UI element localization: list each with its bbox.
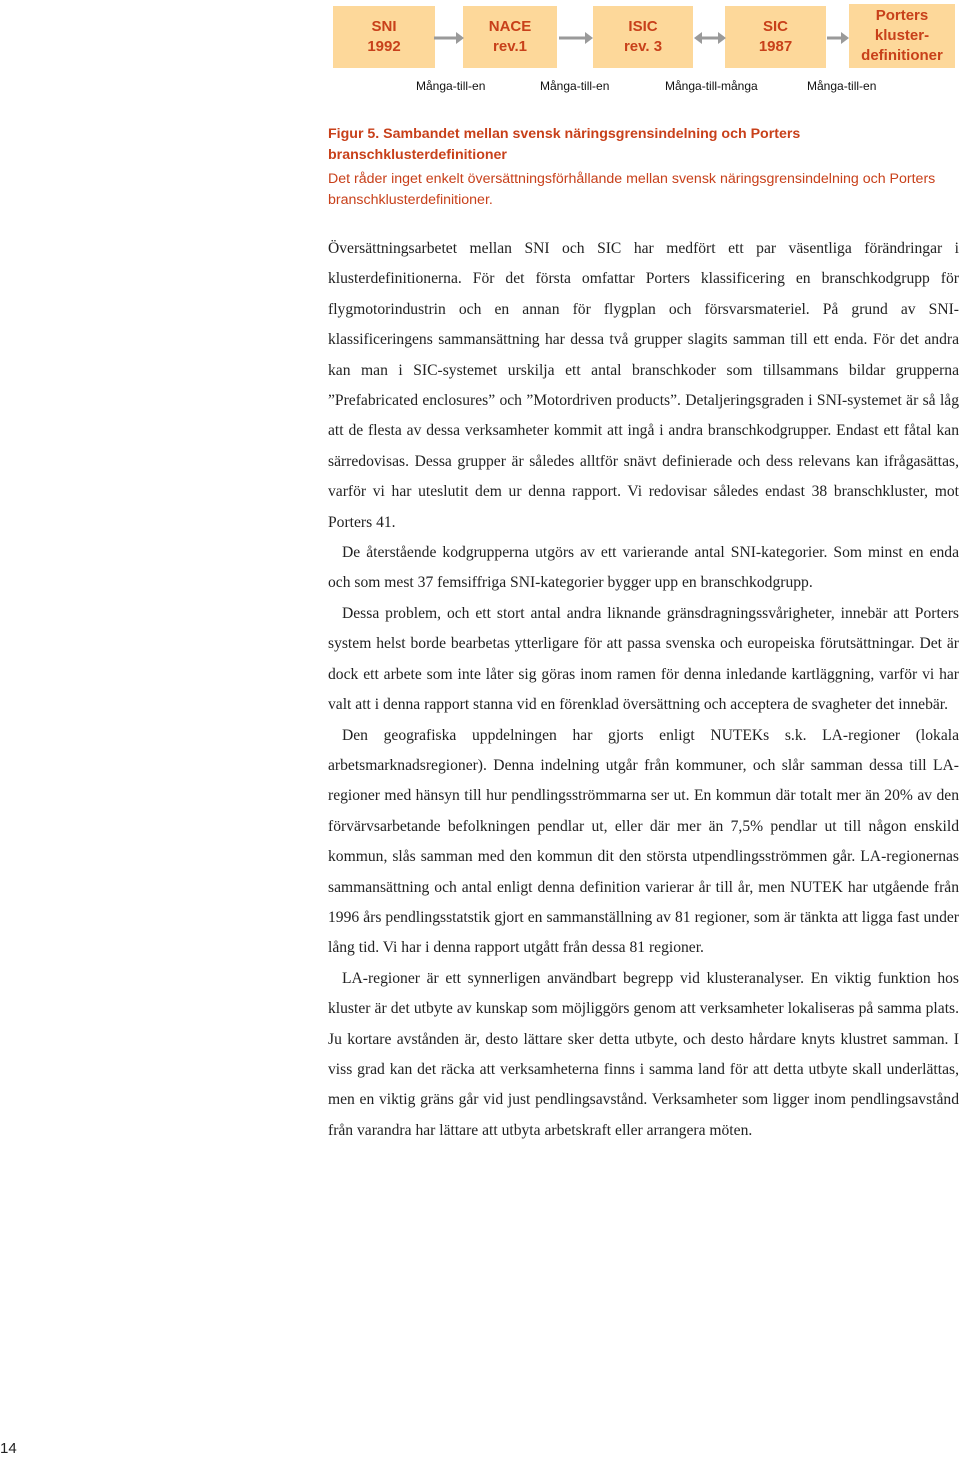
paragraph: Den geografiska uppdelningen har gjorts enligt NUTEKs s.k. LA-regioner (lokala arbetsmarknadsregioner). Denna indelning utgår från kommuner, och slår samman dessa till LA-regioner med hänsyn till hur pendlingsströmmarna ser ut. En kommun där totalt mer än 20% av den förvärvsarbetande befolkningen pendlar ut, eller där mer än 7,5% pendlar ut till någon enskild kommun, slås samman med den kommun dit den största utpendlingsströmmen går. LA-regionernas sammansättning och antal enligt denna definition varierar år till år, men NUTEK har utgående från 1996 års pendlingsstatstik gjort en sammanställning av 81 regioner, som är tänkta att ligga fast under lång tid. Vi har i denna rapport utgått från dessa 81 regioner. (328, 726, 959, 957)
arrow-bidirectional-icon (692, 30, 728, 46)
relation-label: Många-till-en (540, 79, 610, 93)
figure-title: Figur 5. Sambandet mellan svensk näringsgrensindelning och Porters branschklusterdefinitioner (328, 126, 801, 163)
figure-subtitle: Det råder inget enkelt översättningsförhållande mellan svensk näringsgrensindelning och Porters branschklusterdefinitioner. (328, 171, 936, 208)
body-text (328, 234, 959, 1146)
paragraph: LA-regioner är ett synnerligen användbart begrepp vid klusteranalyser. En viktig funktion hos kluster är det utbyte av kunskap som möjliggörs genom att verksamheter lokaliseras på samma plats. Ju kortare avstånden är, desto lättare sker detta utbyte, och desto hårdare knyts klustret samman. I viss grad kan det räcka att verksamheterna finns i samma land för att detta utbyte skall underlättas, men en viktig gräns går vid just pendlingsavstånd. Verksamheter som ligger inom pendlingsavstånd från varandra har lättare att utbyta arbetskraft eller arrangera möten. (328, 969, 959, 1139)
figure-caption (328, 124, 958, 211)
paragraph: Översättningsarbetet mellan SNI och SIC har medfört ett par väsentliga förändringar i klusterdefinitionerna. För det första omfattar Porters klassificering en branschkodgrupp för flygmotorindustrin och en annan för flygplan och försvarsmateriel. På grund av SNI-klassificeringens sammansättning har dessa två grupper slagits samman till ett enda. För det andra kan man i SIC-systemet urskilja ett antal branschkoder som tillsammans bildar grupperna ”Prefabricated enclosures” och ”Motordriven products”. Detaljeringsgraden i SNI-systemet är så låg att de flesta av dessa verksamheter kommit att ingå i andra branschkodgrupper. Endast ett fåtal kan särredovisas. Dessa grupper är således alltför snävt definierade och dess relevans kan ifrågasättas, varför vi har uteslutit dem ur denna rapport. Vi redovisar således endast 38 branschkluster, mot Porters 41. (328, 240, 959, 531)
arrow-right-icon (432, 30, 466, 46)
box-sic-1987: SIC 1987 (725, 6, 826, 68)
box-isic-rev3: ISIC rev. 3 (593, 6, 693, 68)
page-number: 14 (0, 1440, 17, 1457)
relation-label: Många-till-en (807, 79, 877, 93)
box-nace-rev1: NACE rev.1 (463, 6, 557, 68)
box-sni-1992: SNI 1992 (333, 6, 435, 68)
arrow-right-icon (557, 30, 595, 46)
conversion-diagram (0, 0, 960, 100)
arrow-right-icon (825, 30, 851, 46)
relation-label: Många-till-en (416, 79, 486, 93)
paragraph: De återstående kodgrupperna utgörs av ett varierande antal SNI-kategorier. Som minst en enda och som mest 37 femsiffriga SNI-kategorier bygger upp en branschkodgrupp. (328, 544, 959, 592)
relation-label: Många-till-många (665, 79, 758, 93)
box-porters-kluster: Porters kluster- definitioner (849, 4, 955, 68)
paragraph: Dessa problem, och ett stort antal andra liknande gränsdragningssvårigheter, innebär att Porters system helst borde bearbetas ytterligare för att passa svenska och europeiska förutsättningar. Det är dock ett arbete som inte låter sig göras inom ramen för denna inledande kartläggning, varför vi har valt att i denna rapport stanna vid en förenklad översättning och acceptera de svagheter det innebär. (328, 604, 959, 714)
